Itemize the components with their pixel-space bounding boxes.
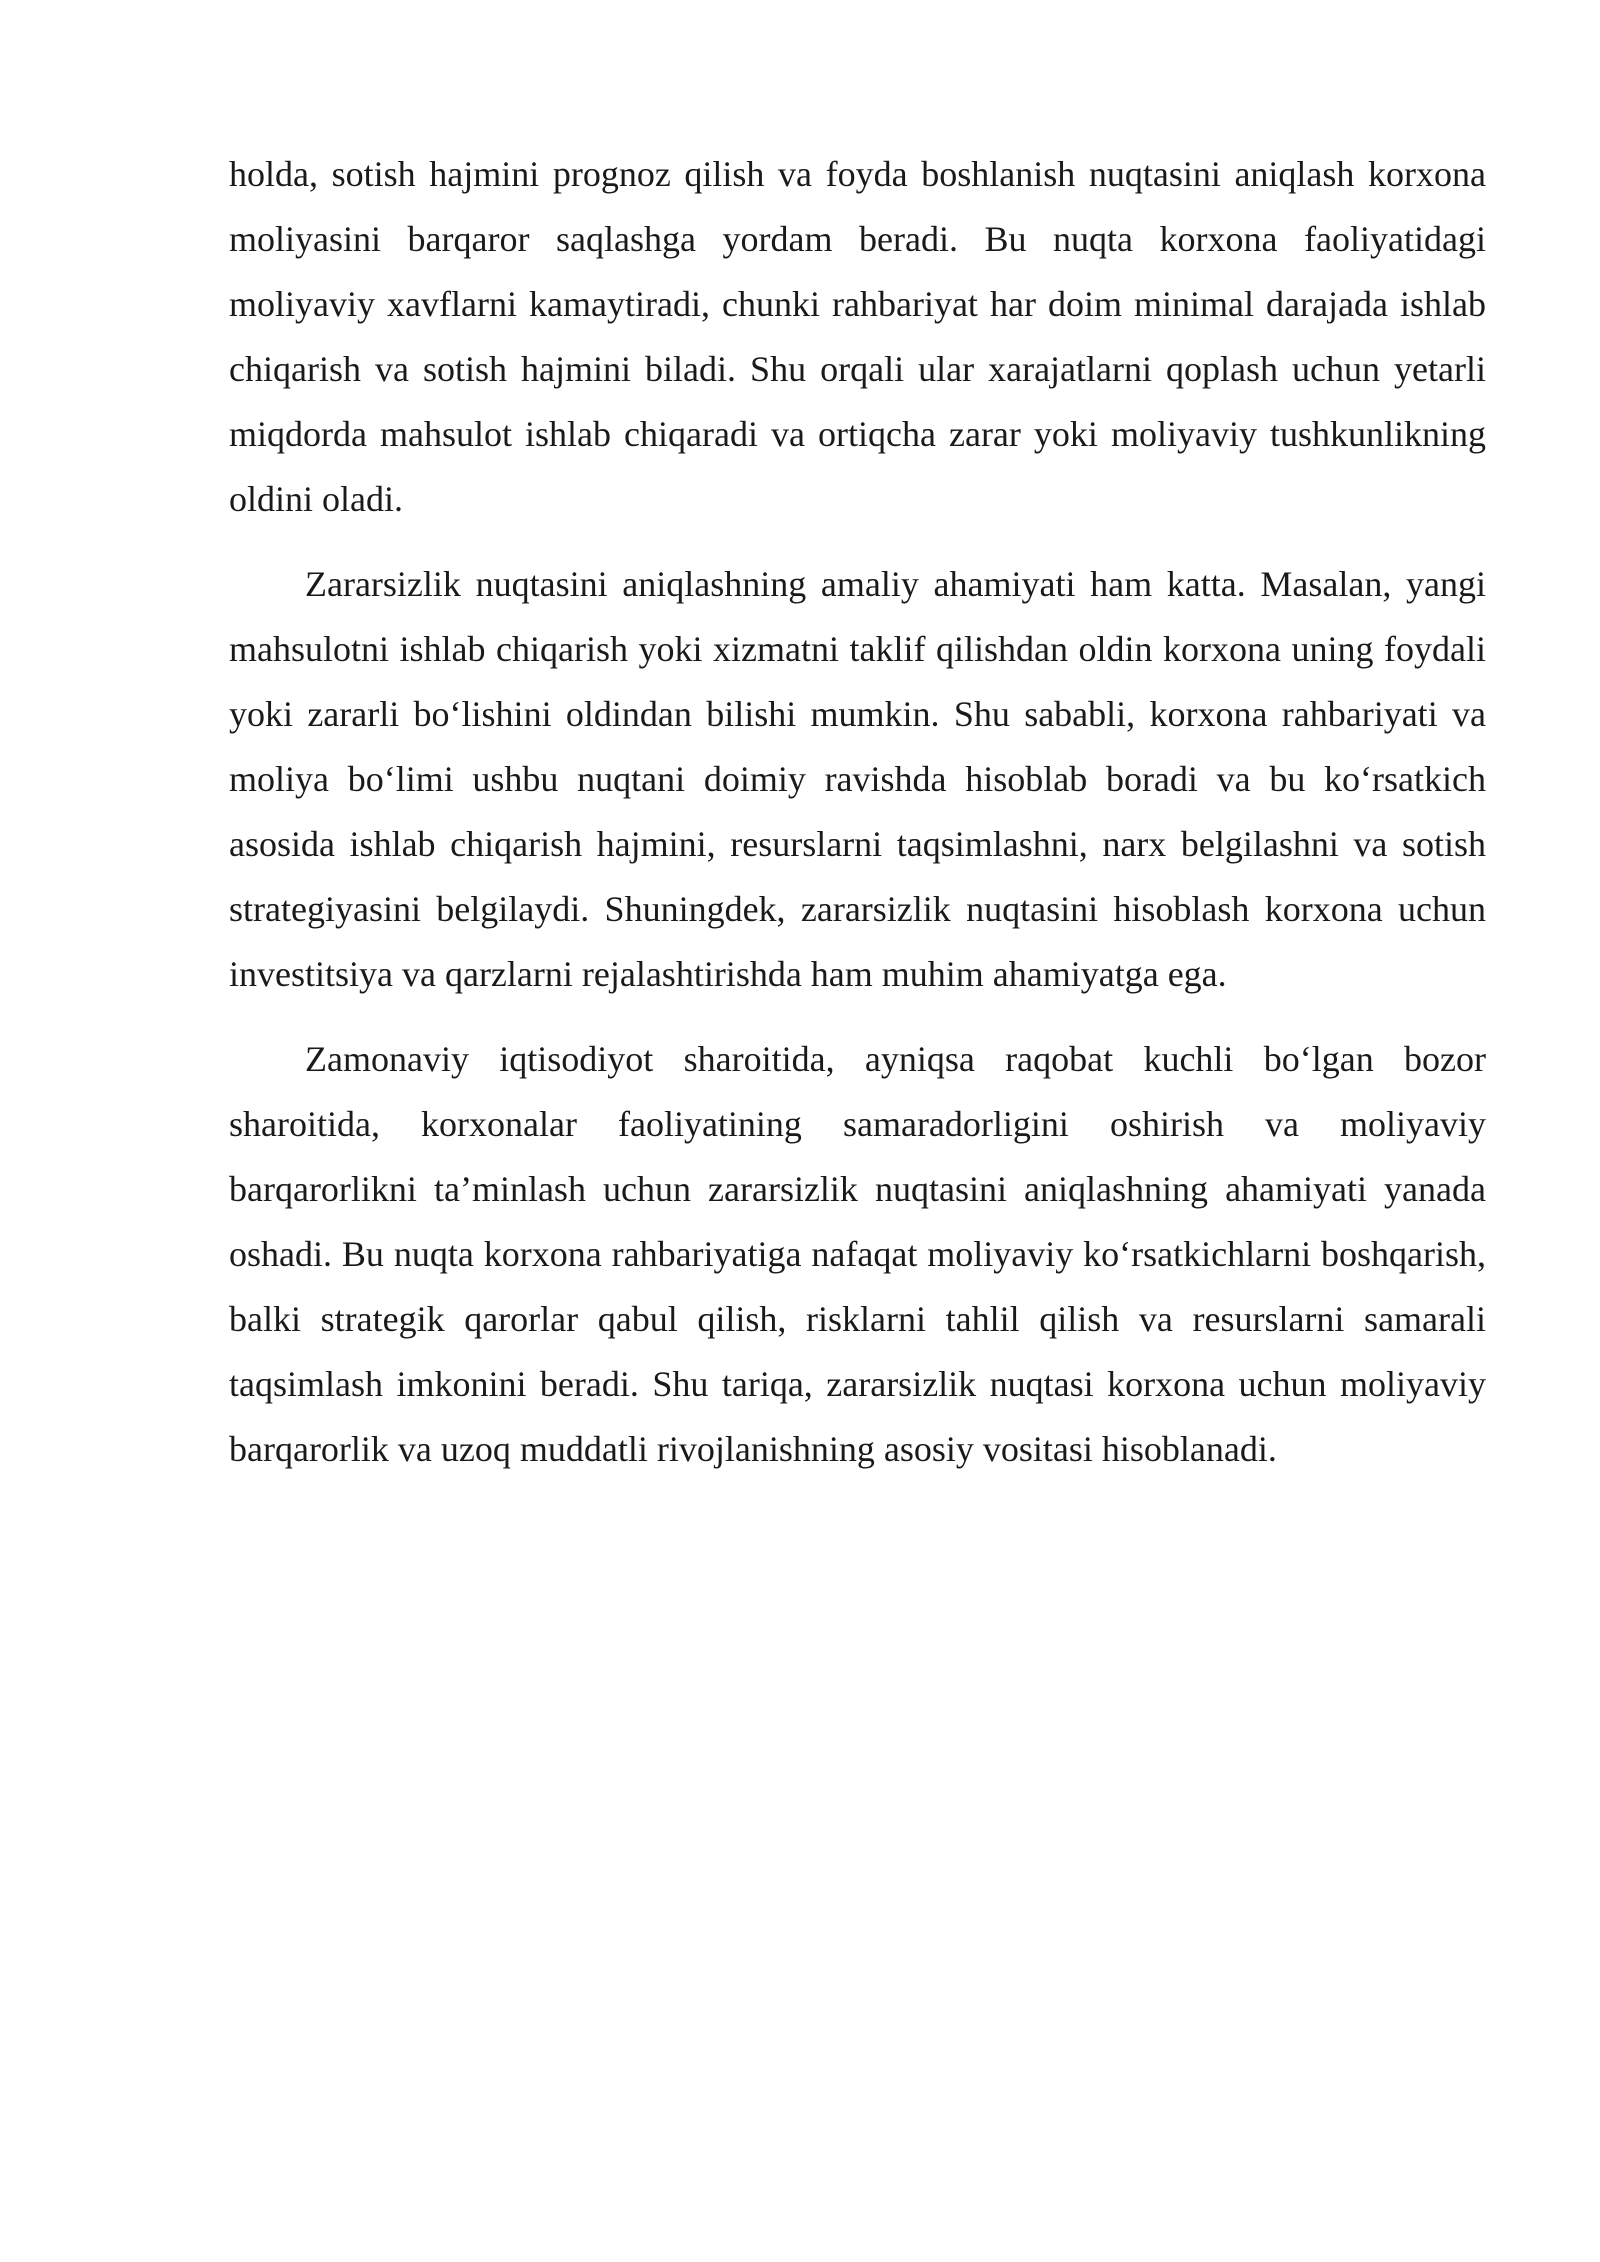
paragraph-1: holda, sotish hajmini prognoz qilish va foyda boshlanish nuqtasini aniqlash korxona moliyasini barqaror saqlashga yordam beradi. Bu nuqta korxona faoliyatidagi moliyaviy xavflarni kamaytiradi, chunki rahbariyat har doim minimal darajada ishlab chiqarish va sotish hajmini biladi. Shu orqali ular xarajatlarni qoplash uchun yetarli miqdorda mahsulot ishlab chiqaradi va ortiqcha zarar yoki moliyaviy tushkunlikning oldini oladi. [229, 154, 1486, 519]
paragraph-3: Zamonaviy iqtisodiyot sharoitida, ayniqsa raqobat kuchli bo‘lgan bozor sharoitida, korxonalar faoliyatining samaradorligini oshirish va moliyaviy barqarorlikni ta’minlash uchun zararsizlik nuqtasini aniqlashning ahamiyati yanada oshadi. Bu nuqta korxona rahbariyatiga nafaqat moliyaviy ko‘rsatkichlarni boshqarish, balki strategik qarorlar qabul qilish, risklarni tahlil qilish va resurslarni samarali taqsimlash imkonini beradi. Shu tariqa, zararsizlik nuqtasi korxona uchun moliyaviy barqarorlik va uzoq muddatli rivojlanishning asosiy vositasi hisoblanadi. [229, 1039, 1486, 1469]
document-body [229, 142, 1486, 1502]
paragraph-2: Zararsizlik nuqtasini aniqlashning amaliy ahamiyati ham katta. Masalan, yangi mahsulotni ishlab chiqarish yoki xizmatni taklif qilishdan oldin korxona uning foydali yoki zararli bo‘lishini oldindan bilishi mumkin. Shu sababli, korxona rahbariyati va moliya bo‘limi ushbu nuqtani doimiy ravishda hisoblab boradi va bu ko‘rsatkich asosida ishlab chiqarish hajmini, resurslarni taqsimlashni, narx belgilashni va sotish strategiyasini belgilaydi. Shuningdek, zararsizlik nuqtasini hisoblash korxona uchun investitsiya va qarzlarni rejalashtirishda ham muhim ahamiyatga ega. [229, 564, 1486, 994]
